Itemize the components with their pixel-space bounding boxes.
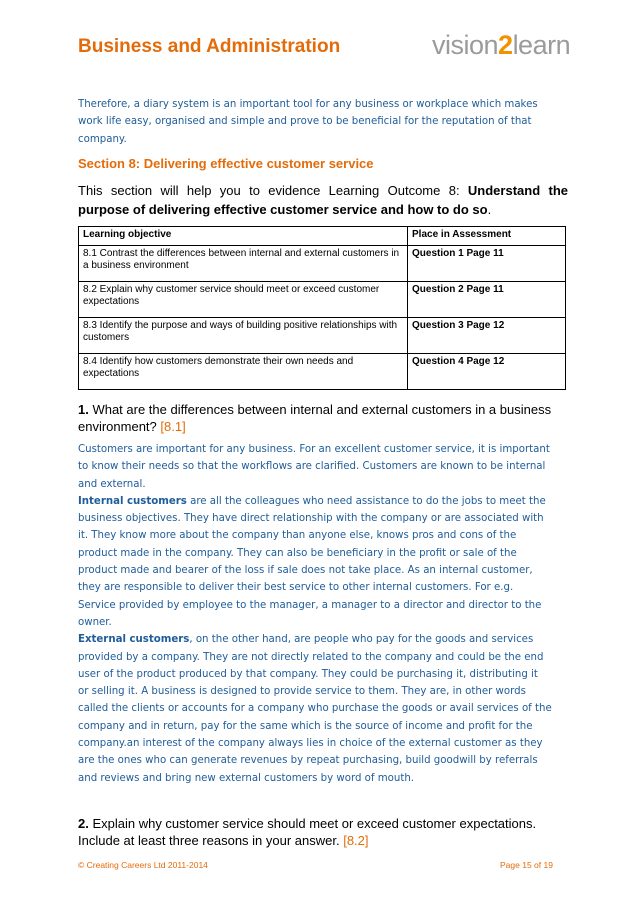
answer-line xyxy=(78,631,552,648)
logo-text-learn: learn xyxy=(512,30,571,60)
objective-cell: 8.4 Identify how customers demonstrate their own needs and expectations xyxy=(79,354,408,390)
question-number: 2. xyxy=(78,816,89,831)
answer-line: it. They know more about the company than anyone else, knows pros and cons of the xyxy=(78,530,517,542)
answer-line: product made in the company. They can also be beneficiary in the profit or sale of the xyxy=(78,547,517,559)
answer-line: called the clients or accounts for a company who purchase the goods or avail services of the xyxy=(78,703,552,715)
footer-copyright: © Creating Careers Ltd 2011-2014 xyxy=(78,860,208,870)
question-text: What are the differences between internal and external customers in a business environment? xyxy=(78,402,552,434)
place-cell: Question 2 Page 11 xyxy=(408,282,566,318)
place-cell: Question 1 Page 11 xyxy=(408,246,566,282)
question-1-heading xyxy=(78,401,568,435)
learning-objectives-table xyxy=(78,226,566,390)
logo-text-2: 2 xyxy=(498,30,513,60)
intro-paragraph xyxy=(78,96,538,148)
answer-1 xyxy=(78,441,552,787)
section-intro-suffix: . xyxy=(487,202,492,217)
internal-customers-label: Internal customers xyxy=(78,495,187,507)
answer-line: are the ones who can generate revenues by repeat purchasing, build goodwill by referrals xyxy=(78,755,538,767)
answer-line: to know their needs so that the workflows are clarified. Customers are known to be internal xyxy=(78,461,546,473)
answer-line: owner. xyxy=(78,616,112,628)
answer-line: Customers are important for any business. For an excellent customer service, it is important xyxy=(78,444,550,455)
external-customers-label: External customers xyxy=(78,634,190,646)
intro-line: work life easy, organised and simple and prove to be beneficial for the reputation of that xyxy=(78,116,532,128)
table-row xyxy=(79,246,566,282)
answer-line: user of the product produced by that company. They could be purchasing it, distributing it xyxy=(78,668,538,680)
question-marks: [8.2] xyxy=(343,833,369,848)
section-intro xyxy=(78,181,568,219)
answer-line: product made and bearer of the loss if sale does not take place. As an internal customer, xyxy=(78,565,533,577)
objective-cell: 8.3 Identify the purpose and ways of building positive relationships with customers xyxy=(79,318,408,354)
table-row xyxy=(79,318,566,354)
place-cell: Question 3 Page 12 xyxy=(408,318,566,354)
column-header-place: Place in Assessment xyxy=(408,227,566,246)
section-heading: Section 8: Delivering effective customer service xyxy=(78,156,374,171)
answer-line: company and in return, pay for the same which is the source of income and profit for the xyxy=(78,720,533,732)
answer-line: business objectives. They have direct relationship with the company or are associated with xyxy=(78,513,544,525)
intro-line: Therefore, a diary system is an important tool for any business or workplace which makes xyxy=(78,99,538,110)
section-intro-prefix: This section will help you to evidence Learning Outcome 8: xyxy=(78,183,468,198)
answer-line: provided by a company. They are not directly related to the company and could be the end xyxy=(78,651,544,663)
question-text: Explain why customer service should meet or exceed customer expectations. Include at least three reasons in your answer. xyxy=(78,816,537,848)
place-cell: Question 4 Page 12 xyxy=(408,354,566,390)
answer-line: company.an interest of the company always lies in choice of the external customer as they xyxy=(78,738,543,750)
answer-line: Service provided by employee to the manager, a manager to a director and director to the xyxy=(78,599,542,611)
learning-outcome-text: Understand the purpose of delivering effective customer service and how to do so xyxy=(78,183,568,217)
table-row xyxy=(79,354,566,390)
intro-line: company. xyxy=(78,133,127,145)
objective-cell: 8.1 Contrast the differences between internal and external customers in a business environment xyxy=(79,246,408,282)
table-row xyxy=(79,282,566,318)
answer-line: and reviews and bring new external customers by word of mouth. xyxy=(78,772,415,784)
footer-page-number: Page 15 of 19 xyxy=(500,860,553,870)
external-customers-text: , on the other hand, are people who pay for the goods and services xyxy=(189,634,534,646)
table-header-row xyxy=(79,227,566,246)
question-marks: [8.1] xyxy=(160,419,186,434)
internal-customers-text: are all the colleagues who need assistance to do the jobs to meet the xyxy=(186,495,546,507)
answer-line xyxy=(78,493,552,510)
logo-text-vision: vision xyxy=(432,30,499,60)
answer-line: or selling it. A business is designed to provide service to them. They are, in other words xyxy=(78,686,526,698)
answer-line: and external. xyxy=(78,478,146,490)
objective-cell: 8.2 Explain why customer service should meet or exceed customer expectations xyxy=(79,282,408,318)
answer-line: they are responsible to deliver their best service to other internal customers. For e.g. xyxy=(78,582,514,594)
column-header-objective: Learning objective xyxy=(79,227,408,246)
vision2learn-logo xyxy=(432,30,570,61)
question-number: 1. xyxy=(78,402,89,417)
question-2-heading xyxy=(78,815,568,849)
document-header-title: Business and Administration xyxy=(78,36,341,57)
